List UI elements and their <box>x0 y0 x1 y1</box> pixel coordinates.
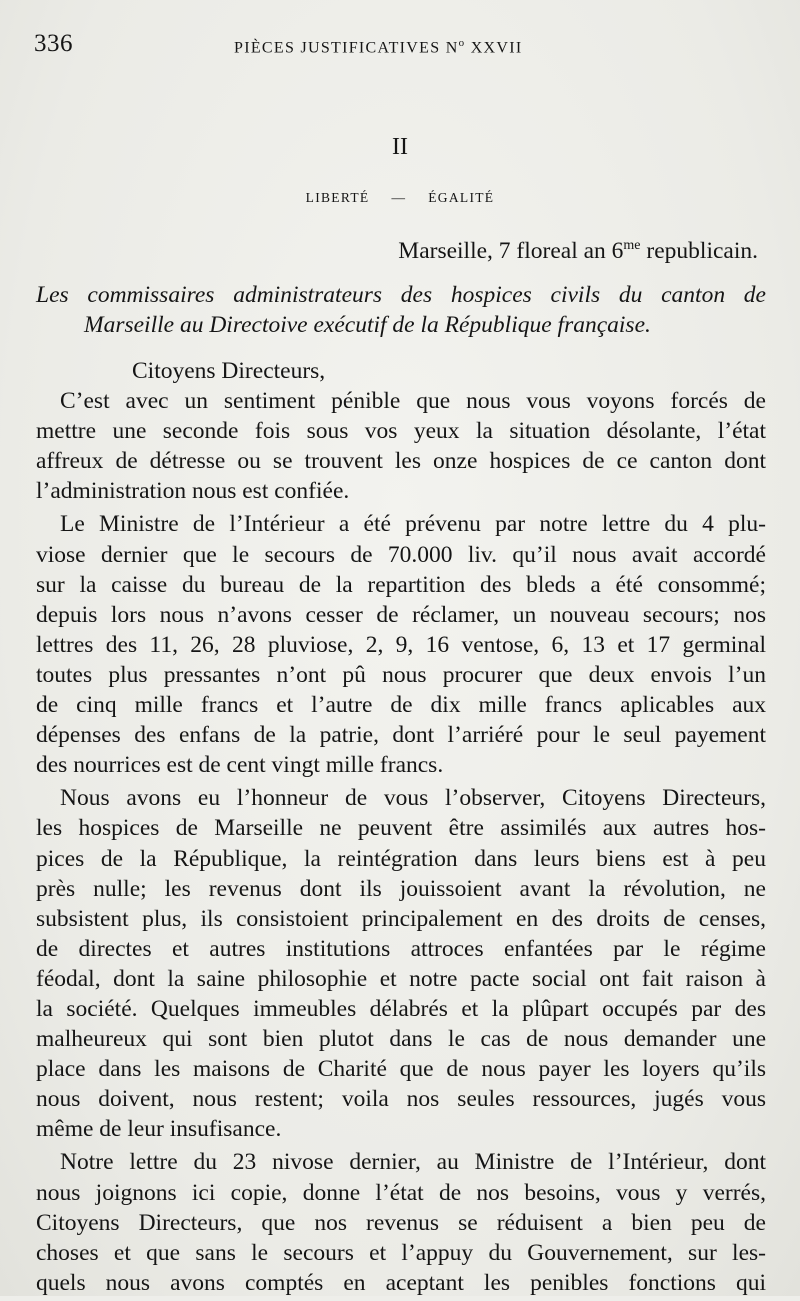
text-line: pices de la République, la reintégration dans leurs biens est à peu <box>36 845 766 872</box>
dateline-end: republicain. <box>640 238 758 264</box>
running-title-end: XXVII <box>465 39 523 57</box>
text-line: Nous avons eu l’honneur de vous l’observer, Citoyens Directeurs, <box>60 785 766 812</box>
text-line: place dans les maisons de Charité que de nous payer les loyers qu’ils <box>36 1056 766 1083</box>
section-number: II <box>392 134 408 160</box>
text-line: nous doivent, nous restent; voila nos seules ressources, jugés vous <box>36 1086 766 1113</box>
text-line: la société. Quelques immeubles délabrés et la plûpart occupés par des <box>36 995 766 1022</box>
text-line: féodal, dont la saine philosophie et notre pacte social ont fait raison à <box>36 965 766 992</box>
text-line: choses et que sans le secours et l’appuy du Gouvernement, sur les- <box>36 1239 766 1266</box>
text-line: les hospices de Marseille ne peuvent être assimilés aux autres hos- <box>36 815 766 842</box>
text-line: lettres des 11, 26, 28 pluviose, 2, 9, 16 ventose, 6, 13 et 17 germinal <box>36 631 766 658</box>
text-line: toutes plus pressantes n’ont pû nous procurer que deux envois l’un <box>36 661 766 688</box>
salutation: Citoyens Directeurs, <box>132 358 326 384</box>
address-line-1: Les commissaires administrateurs des hospices civils du canton de <box>36 282 766 308</box>
text-line: nous joignons ici copie, donne l’état de nos besoins, vous y verrés, <box>36 1179 766 1206</box>
letter-body <box>36 356 766 1301</box>
dateline-main: Marseille, 7 floreal an 6 <box>398 238 624 264</box>
paragraph <box>36 1147 766 1297</box>
text-line: Citoyens Directeurs, que nos revenus se réduisent a bien peu de <box>36 1209 766 1236</box>
text-line: Le Ministre de l’Intérieur a été prévenu par notre lettre du 4 plu- <box>60 511 766 538</box>
paragraph <box>36 783 766 1144</box>
page-number: 336 <box>34 30 73 57</box>
paragraph <box>36 509 766 780</box>
text-line: malheureux qui sont bien plutot dans le cas de nous demander une <box>36 1026 766 1053</box>
text-line: quels nous avons comptés en aceptant les penibles fonctions qui <box>36 1269 766 1296</box>
text-line: près nulle; les revenus dont ils jouissoient avant la révolution, ne <box>36 875 766 902</box>
running-title <box>234 37 523 57</box>
text-line: subsistent plus, ils consistoient principalement en des droits de censes, <box>36 905 766 932</box>
text-line: des nourrices est de cent vingt mille francs. <box>36 752 444 779</box>
dateline-superscript: me <box>623 238 641 254</box>
text-line: depuis lors nous n’avons cesser de réclamer, un nouveau secours; nos <box>36 601 766 628</box>
motto-egalite: ÉGALITÉ <box>428 190 495 205</box>
motto <box>0 190 800 206</box>
address-line-2: Marseille au Directoive exécutif de la République française. <box>84 312 651 338</box>
text-line: même de leur insufisance. <box>36 1116 282 1143</box>
letter-address <box>36 280 766 340</box>
text-line: affreux de détresse ou se trouvent les onze hospices de ce canton dont <box>36 448 766 475</box>
text-line: C’est avec un sentiment pénible que nous vous voyons forcés de <box>60 388 766 415</box>
dateline <box>398 238 758 265</box>
text-line: dépenses des enfans de la patrie, dont l’arriéré pour le seul payement <box>36 722 766 749</box>
text-line: viose dernier que le secours de 70.000 liv. qu’il nous avait accordé <box>36 541 766 568</box>
text-line: sur la caisse du bureau de la repartition des bleds a été consommé; <box>36 571 766 598</box>
motto-liberte: LIBERTÉ <box>305 190 370 205</box>
text-line: l’administration nous est confiée. <box>36 478 350 505</box>
text-line: mettre une seconde fois sous vos yeux la situation désolante, l’état <box>36 418 766 445</box>
text-line: de directes et autres institutions attroces enfantées par le régime <box>36 935 766 962</box>
motto-dash: — <box>391 190 407 205</box>
page-header <box>34 30 764 60</box>
running-title-main: PIÈCES JUSTIFICATIVES N <box>234 39 459 57</box>
running-title-superscript: o <box>458 37 466 49</box>
paragraph <box>36 386 766 506</box>
text-line: de cinq mille francs et l’autre de dix mille francs aplicables aux <box>36 692 766 719</box>
text-line: Notre lettre du 23 nivose dernier, au Ministre de l’Intérieur, dont <box>60 1149 766 1176</box>
